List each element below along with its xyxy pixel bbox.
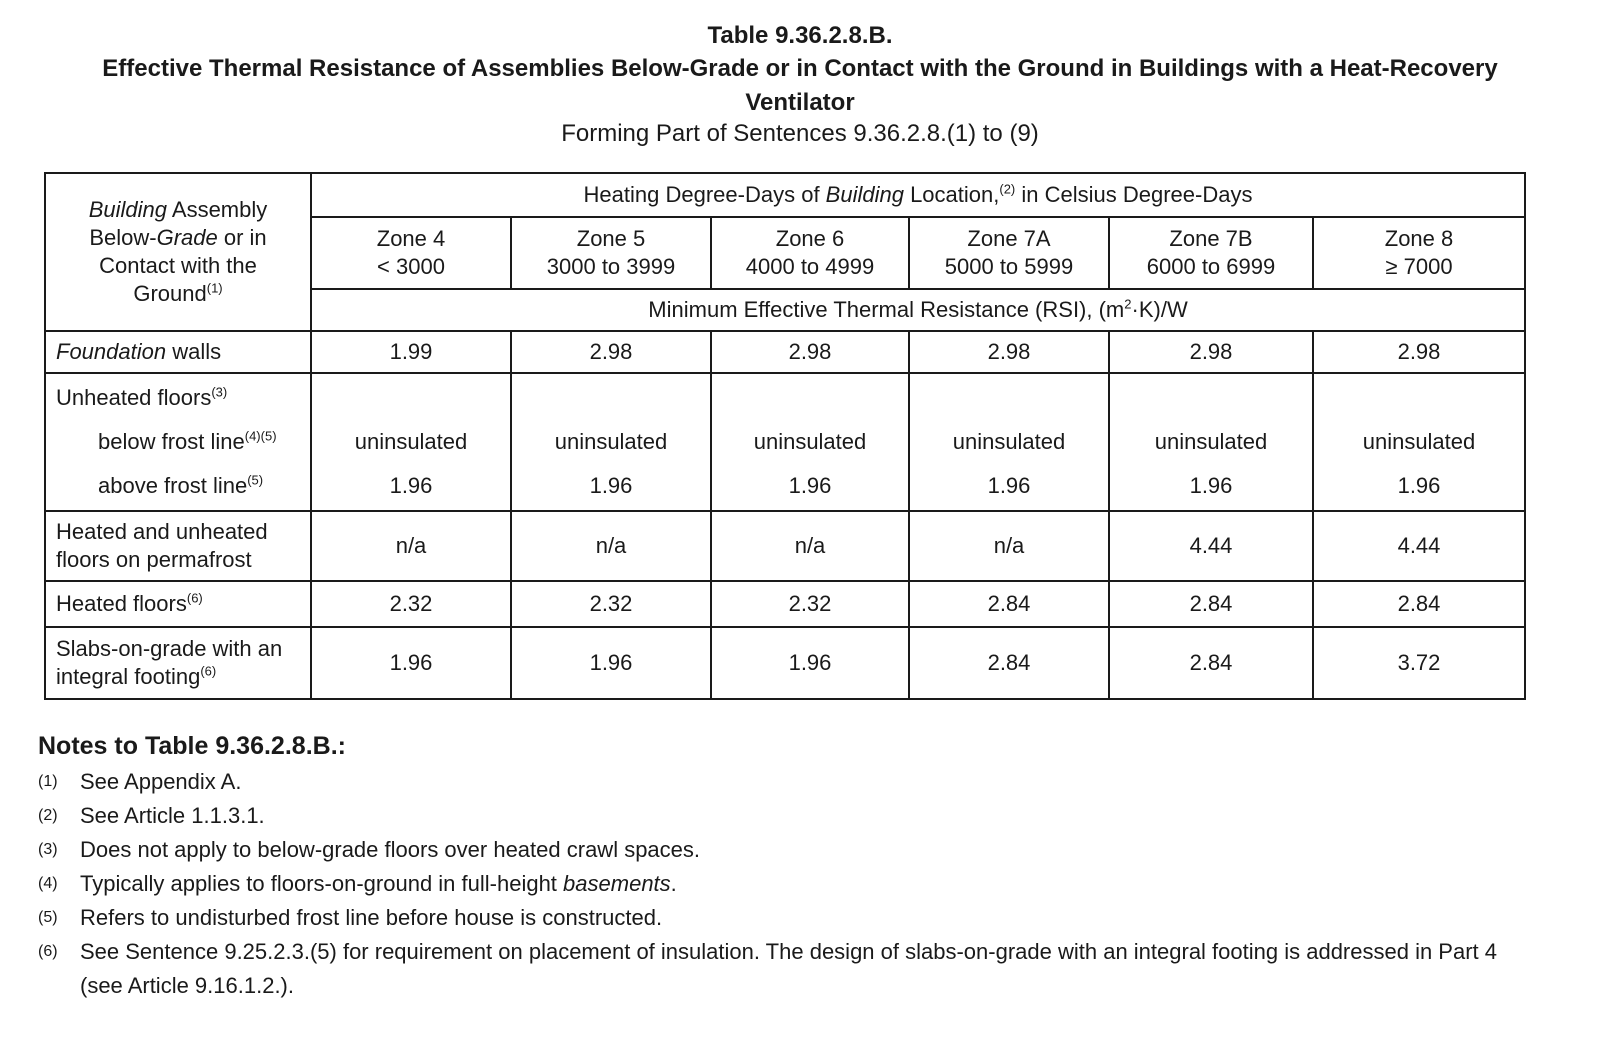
- value-cell: 2.98: [511, 331, 711, 373]
- table-row-foundation-walls: [45, 331, 1525, 373]
- value-cell: uninsulated 1.96: [311, 373, 511, 511]
- thermal-resistance-table: [44, 172, 1526, 700]
- zone-header: Zone 7A 5000 to 5999: [909, 217, 1109, 289]
- footnote-ref: (6): [200, 663, 217, 679]
- value-cell: 1.99: [311, 331, 511, 373]
- value-cell: 2.84: [1109, 581, 1313, 627]
- hdd-header: Heating Degree-Days of Building Location,$^{(2)}$ in Celsius Degree-Days: [311, 173, 1525, 217]
- row-label: Unheated floors$^{(3)}$ below frost line$^{(4)(5)}$ above frost line$^{(5)}$: [45, 373, 311, 511]
- note-item: (5) Refers to undisturbed frost line before house is constructed.: [38, 905, 663, 930]
- value-cell: 4.44: [1109, 511, 1313, 581]
- footnote-ref: (2): [999, 181, 1016, 197]
- value-cell: uninsulated 1.96: [511, 373, 711, 511]
- value-cell: uninsulated 1.96: [1109, 373, 1313, 511]
- note-item: (6) See Sentence 9.25.2.3.(5) for requirement on placement of insulation. The design of slabs-on-grade with an integral footing is addressed in Part 4 (see Article 9.16.1.2.).: [38, 939, 1498, 998]
- row-label: Slabs-on-grade with an integral footing$^{(6)}$: [45, 627, 311, 699]
- value-cell: 1.96: [311, 627, 511, 699]
- footnote-ref: (4)(5): [244, 428, 277, 444]
- zone-header: Zone 7B 6000 to 6999: [1109, 217, 1313, 289]
- row-label: Foundation walls: [45, 331, 311, 373]
- table-notes: [38, 732, 1538, 1003]
- value-cell: 2.32: [311, 581, 511, 627]
- note-item: (2) See Article 1.1.3.1.: [38, 803, 265, 828]
- value-cell: n/a: [909, 511, 1109, 581]
- row-label: Heated and unheated floors on permafrost: [45, 511, 311, 581]
- table-row-permafrost: [45, 511, 1525, 581]
- value-cell: 2.98: [1109, 331, 1313, 373]
- value-cell: uninsulated 1.96: [909, 373, 1109, 511]
- note-item: (1) See Appendix A.: [38, 769, 242, 794]
- row-label: Heated floors$^{(6)}$: [45, 581, 311, 627]
- table-number: Table 9.36.2.8.B.: [707, 22, 893, 49]
- assembly-header-cell: Building Assembly Below-Grade or in Contact with the Ground$^{(1)}$: [45, 173, 311, 331]
- value-cell: 3.72: [1313, 627, 1525, 699]
- notes-title: Notes to Table 9.36.2.8.B.:: [38, 732, 346, 760]
- table-row-slabs-on-grade: [45, 627, 1525, 699]
- footnote-ref: (5): [247, 472, 264, 488]
- header-row-hdd: [45, 173, 1525, 217]
- table-row-unheated-floors: [45, 373, 1525, 511]
- table-title: Effective Thermal Resistance of Assemblies Below-Grade or in Contact with the Ground in Buildings with a Heat-Recovery Ventilator: [102, 55, 1498, 116]
- value-cell: n/a: [511, 511, 711, 581]
- zone-header: Zone 8 ≥ 7000: [1313, 217, 1525, 289]
- value-cell: 2.32: [711, 581, 909, 627]
- zone-header: Zone 6 4000 to 4999: [711, 217, 909, 289]
- note-item: (3) Does not apply to below-grade floors over heated crawl spaces.: [38, 837, 701, 862]
- rsi-header: Minimum Effective Thermal Resistance (RSI), $(m^2\cdot K)/W$: [311, 289, 1525, 331]
- table-row-heated-floors: [45, 581, 1525, 627]
- value-cell: 2.84: [909, 581, 1109, 627]
- value-cell: 2.84: [1313, 581, 1525, 627]
- value-cell: 1.96: [511, 627, 711, 699]
- value-cell: 2.98: [909, 331, 1109, 373]
- note-item: (4) Typically applies to floors-on-ground in full-height basements.: [38, 871, 677, 896]
- value-cell: n/a: [311, 511, 511, 581]
- table-subtitle: Forming Part of Sentences 9.36.2.8.(1) to (9): [561, 120, 1039, 147]
- footnote-ref: (1): [206, 280, 223, 296]
- value-cell: 2.98: [1313, 331, 1525, 373]
- value-cell: 2.84: [1109, 627, 1313, 699]
- value-cell: 1.96: [711, 627, 909, 699]
- value-cell: uninsulated 1.96: [1313, 373, 1525, 511]
- value-cell: 2.32: [511, 581, 711, 627]
- value-cell: uninsulated 1.96: [711, 373, 909, 511]
- value-cell: n/a: [711, 511, 909, 581]
- footnote-ref: (6): [186, 590, 203, 606]
- zone-header: Zone 5 3000 to 3999: [511, 217, 711, 289]
- value-cell: 4.44: [1313, 511, 1525, 581]
- value-cell: 2.84: [909, 627, 1109, 699]
- zone-header: Zone 4 < 3000: [311, 217, 511, 289]
- footnote-ref: (3): [211, 384, 228, 400]
- value-cell: 2.98: [711, 331, 909, 373]
